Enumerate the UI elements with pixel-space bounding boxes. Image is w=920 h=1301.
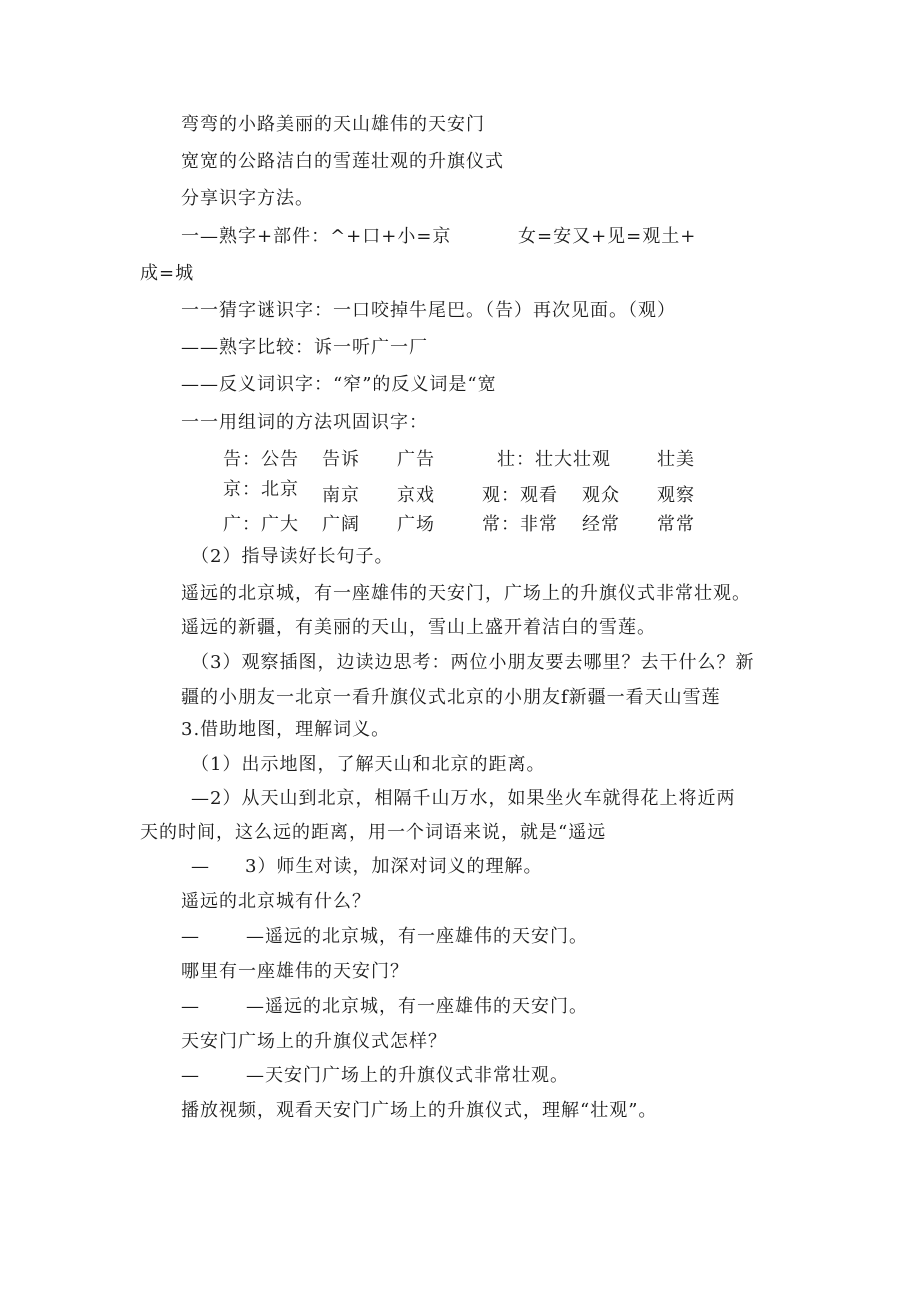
text-line: （3）观察插图，边读边思考：两位小朋友要去哪里？去干什么？新 — [191, 652, 755, 673]
table-cell: 广阔 — [322, 514, 360, 535]
table-cell: 壮美 — [657, 449, 695, 470]
text-line: 播放视频，观看天安门广场上的升旗仪式，理解“壮观”。 — [181, 1100, 658, 1121]
table-cell: 告：公告 — [223, 449, 299, 470]
table-cell: 观：观看 — [482, 485, 558, 506]
table-cell: 告诉 — [322, 449, 360, 470]
text-line: —2）从天山到北京，相隔千山万水，如果坐火车就得花上将近两 — [191, 788, 736, 809]
text-line: 遥远的北京城，有一座雄伟的天安门，广场上的升旗仪式非常壮观。 — [181, 583, 751, 604]
table-cell: 常：非常 — [482, 514, 558, 535]
text-line: 遥远的北京城有什么？ — [181, 891, 371, 912]
text-line: 遥远的新疆，有美丽的天山，雪山上盛开着洁白的雪莲。 — [181, 617, 656, 638]
text-line: 宽宽的公路洁白的雪莲壮观的升旗仪式 — [181, 151, 504, 172]
text-line: — — [181, 996, 200, 1017]
text-line: 天安门广场上的升旗仪式怎样？ — [181, 1031, 447, 1052]
text-line: — — [181, 1065, 200, 1086]
text-line: 女=安又+见=观土+ — [518, 226, 697, 247]
table-cell: 观众 — [582, 485, 620, 506]
table-cell: 广场 — [397, 514, 435, 535]
table-cell: 经常 — [582, 514, 620, 535]
text-line: 分享识字方法。 — [181, 188, 314, 209]
table-cell: 京戏 — [397, 485, 435, 506]
text-line: —遥远的北京城，有一座雄伟的天安门。 — [246, 926, 588, 947]
text-line: 3.借助地图，理解词义。 — [181, 719, 391, 740]
table-cell: 常常 — [657, 514, 695, 535]
text-line: 哪里有一座雄伟的天安门？ — [181, 961, 409, 982]
table-cell: 南京 — [322, 485, 360, 506]
text-line: 一一用组词的方法巩固识字： — [181, 412, 428, 433]
table-cell: 广：广大 — [223, 514, 299, 535]
text-line: 成=城 — [140, 263, 195, 284]
text-line: — — [181, 926, 200, 947]
text-line: — — [191, 856, 210, 877]
text-line: ——反义词识字：“窄”的反义词是“宽 — [181, 374, 497, 395]
text-line: 疆的小朋友一北京一看升旗仪式北京的小朋友f新疆一看天山雪莲 — [181, 687, 721, 708]
table-cell: 京：北京 — [223, 479, 299, 500]
table-cell: 广告 — [397, 449, 435, 470]
text-line: （2）指导读好长句子。 — [191, 546, 394, 567]
table-cell: 观察 — [657, 485, 695, 506]
text-line: ——熟字比较：诉一听广一厂 — [181, 337, 428, 358]
text-line: —遥远的北京城，有一座雄伟的天安门。 — [246, 996, 588, 1017]
text-line: 一—熟字+部件：^+口+小=京 — [181, 226, 452, 247]
text-line: 弯弯的小路美丽的天山雄伟的天安门 — [181, 114, 485, 135]
text-line: （1）出示地图，了解天山和北京的距离。 — [191, 754, 546, 775]
text-line: —天安门广场上的升旗仪式非常壮观。 — [246, 1065, 569, 1086]
text-line: 3）师生对读，加深对词义的理解。 — [245, 856, 543, 877]
table-cell: 壮：壮大壮观 — [497, 449, 611, 470]
text-line: 一一猜字谜识字：一口咬掉牛尾巴。（告）再次见面。（观） — [181, 300, 676, 321]
text-line: 天的时间，这么远的距离，用一个词语来说，就是“遥远 — [140, 822, 607, 843]
